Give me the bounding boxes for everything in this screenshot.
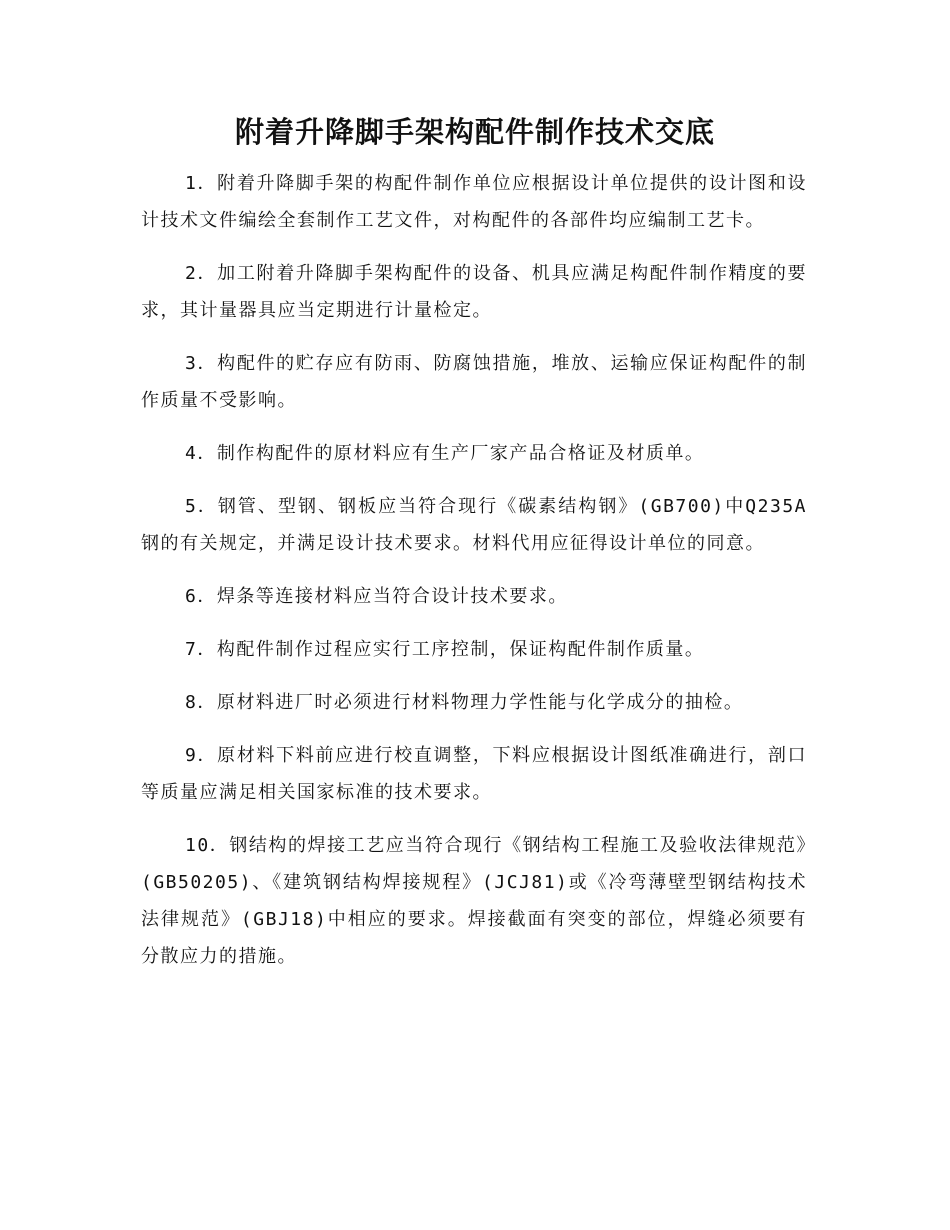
paragraph-7: 7．构配件制作过程应实行工序控制，保证构配件制作质量。 <box>185 639 705 660</box>
paragraph-1: 1．附着升降脚手架的构配件制作单位应根据设计单位提供的设计图和设计技术文件编绘全套制作工艺文件，对构配件的各部件均应编制工艺卡。 <box>141 173 807 231</box>
paragraph-10: 10．钢结构的焊接工艺应当符合现行《钢结构工程施工及验收法律规范》(GB50205)、《建筑钢结构焊接规程》(JCJ81)或《冷弯薄壁型钢结构技术法律规范》(GBJ18)中相应的要求。焊接截面有突变的部位，焊缝必须要有分散应力的措施。 <box>141 835 807 967</box>
paragraph-6: 6．焊条等连接材料应当符合设计技术要求。 <box>185 586 568 607</box>
paragraph-3: 3．构配件的贮存应有防雨、防腐蚀措施，堆放、运输应保证构配件的制作质量不受影响。 <box>141 353 807 411</box>
paragraph-4: 4．制作构配件的原材料应有生产厂家产品合格证及材质单。 <box>185 443 705 464</box>
paragraph-8: 8．原材料进厂时必须进行材料物理力学性能与化学成分的抽检。 <box>185 692 744 713</box>
document-title: 附着升降脚手架构配件制作技术交底 <box>234 115 715 149</box>
paragraph-9: 9．原材料下料前应进行校直调整，下料应根据设计图纸准确进行，剖口等质量应满足相关国家标准的技术要求。 <box>141 745 807 803</box>
document-body <box>141 165 807 991</box>
paragraph-2: 2．加工附着升降脚手架构配件的设备、机具应满足构配件制作精度的要求，其计量器具应当定期进行计量检定。 <box>141 263 807 321</box>
paragraph-5: 5．钢管、型钢、钢板应当符合现行《碳素结构钢》(GB700)中Q235A钢的有关规定，并满足设计技术要求。材料代用应征得设计单位的同意。 <box>141 496 807 554</box>
